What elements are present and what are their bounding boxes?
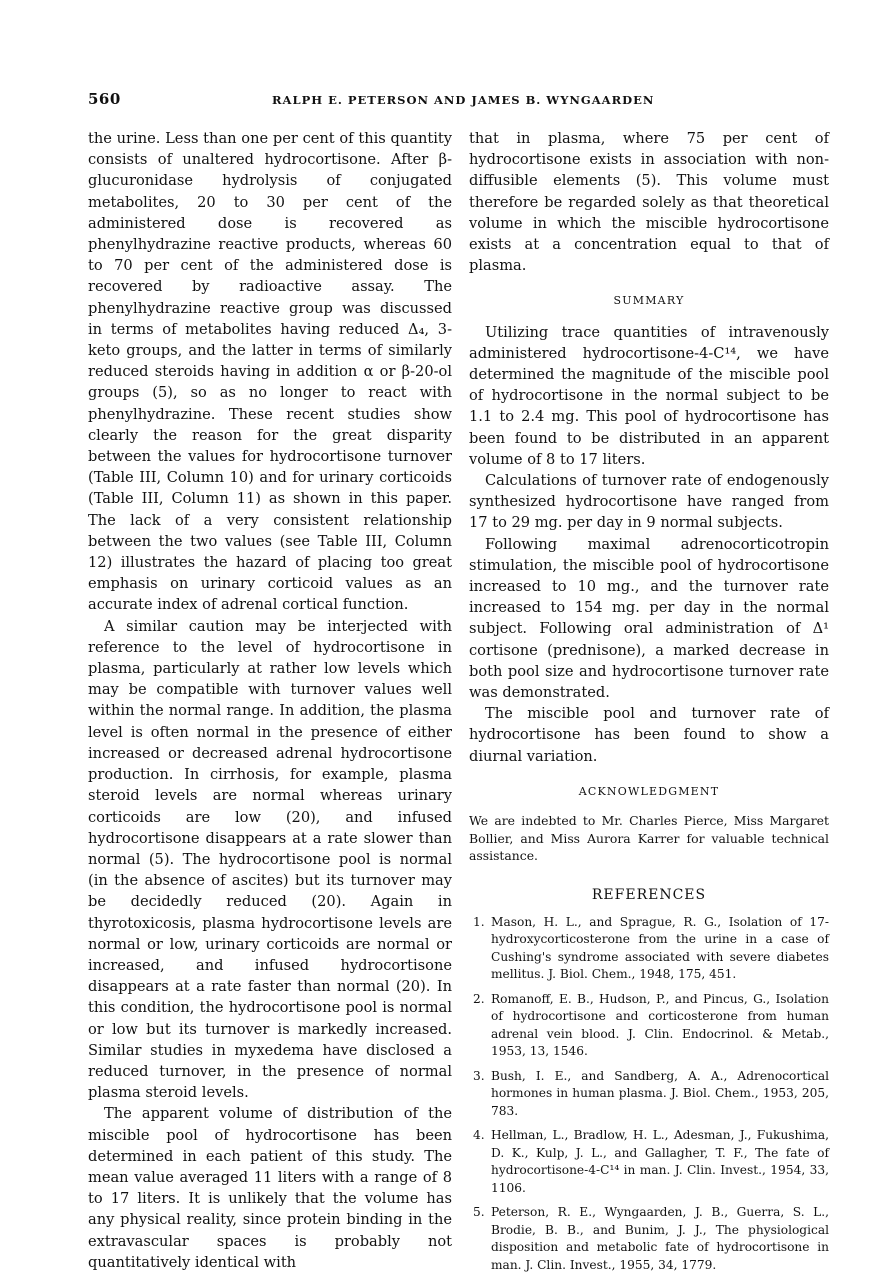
summary-heading: SUMMARY <box>613 294 685 308</box>
left-column <box>88 128 452 1273</box>
summary-paragraph: Following maximal adrenocorticotropin stimulation, the miscible pool of hydrocortisone increased to 10 mg., and the turnover rate increased to 154 mg. per day in the normal subject. Following oral administration of Δ¹ cortisone (prednisone), a marked decrease in both pool size and hydrocortisone turnover rate was demonstrated. <box>469 535 829 702</box>
body-paragraph: A similar caution may be interjected with reference to the level of hydrocortisone in plasma, particularly at rather low levels which may be compatible with turnover values well within the normal range. In addition, the plasma level is often normal in the presence of either increased or decreased adrenal hydrocortisone production. In cirrhosis, for example, plasma steroid levels are normal whereas urinary corticoids are low (20), and infused hydrocortisone disappears at a rate slower than normal (5). The hydrocortisone pool is normal (in the absence of ascites) but its turnover may be decidedly reduced (20). Again in thyrotoxicosis, plasma hydrocortisone levels are normal or low, urinary corticoids are normal or increased, and infused hydrocortisone disappears at a rate faster than normal (20). In this condition, the hydrocortisone pool is normal or low but its turnover is markedly increased. Similar studies in myxedema have disclosed a reduced turnover, in the presence of normal plasma steroid levels. <box>88 617 452 1102</box>
references-heading: REFERENCES <box>591 886 707 903</box>
reference-item <box>469 914 829 984</box>
reference-list <box>469 914 829 1275</box>
reference-item <box>469 1127 829 1197</box>
reference-number: 5. <box>473 1205 485 1220</box>
reference-number: 4. <box>473 1128 485 1143</box>
reference-number: 1. <box>473 914 485 929</box>
body-paragraph-continuation: that in plasma, where 75 per cent of hydrocortisone exists in association with non-diffusible elements (5). This volume must therefore be regarded solely as that theoretical volume in which the miscible hydrocortisone exists at a concentration equal to that of plasma. <box>469 130 829 275</box>
body-paragraph: the urine. Less than one per cent of this quantity consists of unaltered hydrocortisone. After β-glucuronidase hydrolysis of conjugated metabolites, 20 to 30 per cent of the administered dose is recovered as phenylhydrazine reactive products, whereas 60 to 70 per cent of the administered dose is recovered by radioactive assay. The phenylhydrazine reactive group was discussed in terms of metabolites having reduced Δ₄, 3-keto groups, and the latter in terms of similarly reduced steroids having in addition α or β-20-ol groups (5), so as no longer to react with phenylhydrazine. These recent studies show clearly the reason for the great disparity between the values for hydrocortisone turnover (Table III, Column 10) and for urinary corticoids (Table III, Column 11) as shown in this paper. The lack of a very consistent relationship between the two values (see Table III, Column 12) illustrates the hazard of placing too great emphasis on urinary corticoid values as an accurate index of adrenal cortical function. <box>88 130 452 614</box>
reference-text: Bush, I. E., and Sandberg, A. A., Adrenocortical hormones in human plasma. J. Biol. Chem., 1953, 205, 783. <box>491 1068 829 1118</box>
summary-paragraph: Utilizing trace quantities of intravenously administered hydrocortisone-4-C¹⁴, we have determined the magnitude of the miscible pool of hydrocortisone in the normal subject to be 1.1 to 2.4 mg. This pool of hydrocortisone has been found to be distributed in an apparent volume of 8 to 17 liters. <box>469 323 829 468</box>
right-column <box>469 128 829 1281</box>
reference-item <box>469 1068 829 1121</box>
running-head: RALPH E. PETERSON AND JAMES B. WYNGAARDEN <box>272 93 655 107</box>
reference-item <box>469 991 829 1061</box>
reference-item <box>469 1204 829 1274</box>
page-number: 560 <box>88 90 121 108</box>
reference-number: 2. <box>473 991 485 1006</box>
reference-text: Hellman, L., Bradlow, H. L., Adesman, J., Fukushima, D. K., Kulp, J. L., and Gallagher, T. F., The fate of hydrocortisone-4-C¹⁴ in man. J. Clin. Invest., 1954, 33, 1106. <box>491 1128 829 1195</box>
summary-paragraph: Calculations of turnover rate of endogenously synthesized hydrocortisone have ranged from 17 to 29 mg. per day in 9 normal subjects. <box>469 472 829 532</box>
body-paragraph: The apparent volume of distribution of the miscible pool of hydrocortisone has been determined in each patient of this study. The mean value averaged 11 liters with a range of 8 to 17 liters. It is unlikely that the volume has any physical reality, since protein binding in the extravascular spaces is probably not quantitatively identical with <box>88 1105 452 1271</box>
acknowledgment-heading: ACKNOWLEDGMENT <box>578 784 720 798</box>
reference-text: Romanoff, E. B., Hudson, P., and Pincus, G., Isolation of hydrocortisone and corticosterone from human adrenal vein blood. J. Clin. Endocrinol. & Metab., 1953, 13, 1546. <box>491 991 829 1059</box>
acknowledgment-text: We are indebted to Mr. Charles Pierce, Miss Margaret Bollier, and Miss Aurora Karrer for valuable technical assistance. <box>469 813 829 864</box>
reference-text: Mason, H. L., and Sprague, R. G., Isolation of 17-hydroxycorticosterone from the urine in a case of Cushing's syndrome associated with severe diabetes mellitus. J. Biol. Chem., 1948, 175, 451. <box>491 914 829 982</box>
reference-text: Peterson, R. E., Wyngaarden, J. B., Guerra, S. L., Brodie, B. B., and Bunim, J. J., The physiological disposition and metabolic fate of hydrocortisone in man. J. Clin. Invest., 1955, 34, 1779. <box>491 1205 829 1272</box>
summary-paragraph: The miscible pool and turnover rate of hydrocortisone has been found to show a diurnal variation. <box>469 705 829 765</box>
reference-number: 3. <box>473 1068 485 1083</box>
